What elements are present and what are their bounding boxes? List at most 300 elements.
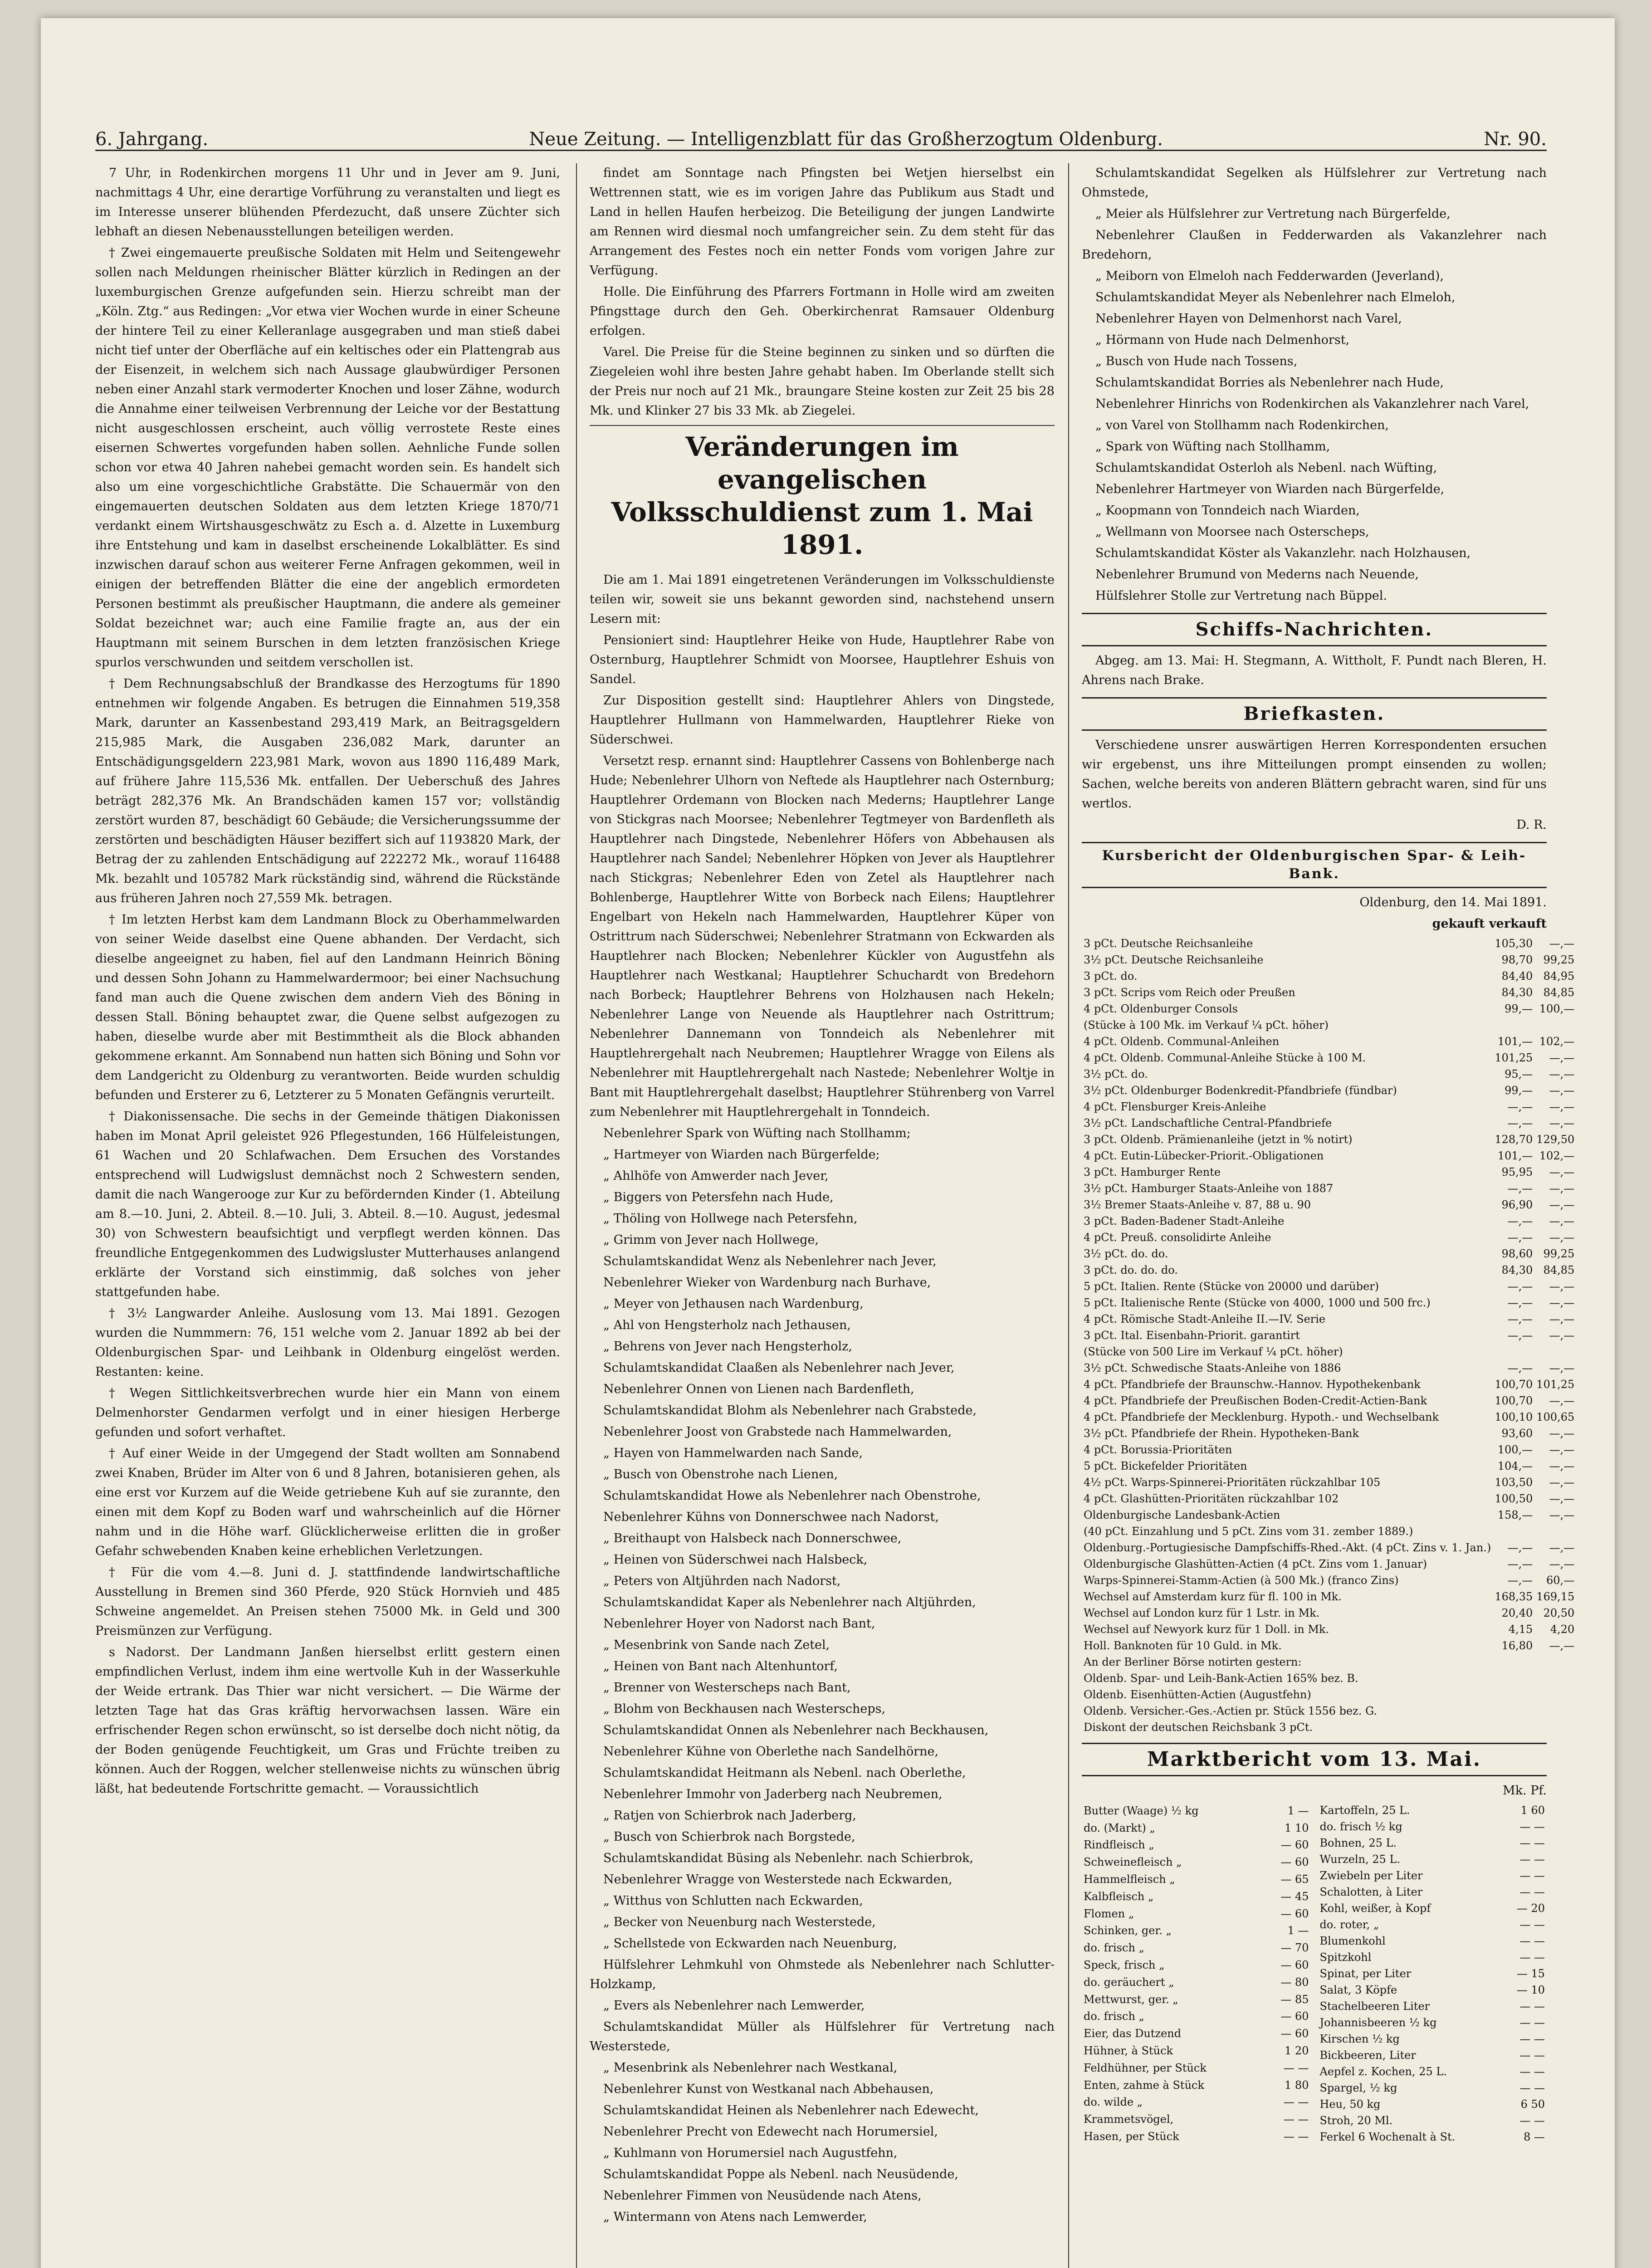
markt-row: [1318, 2047, 1547, 2063]
item-value: — 60: [1280, 2027, 1309, 2040]
item-label: Oldenburgische Landesbank-Actien: [1084, 1509, 1280, 1521]
news-paragraph: † Zwei eingemauerte preußische Soldaten mit Helm und Seitengewehr sollen nach Meldungen rheinischer Blätter kürzlich in Redingen an der luxemburgischen Grenze aufgefunden sein. Hierzu schreibt man der „Köln. Ztg.“ aus Redingen: „Vor etwa vier Wochen wurde in einer Scheune der hintere Teil zu einer Kelleranlage ausgegraben und man stieß dabei nicht tief unter der Oberfläche auf ein keltisches oder ein Plattengrab aus der Eisenzeit, in welchem sich nach Aussage glaubwürdiger Personen neben einer Anzahl stark vermoderter Knochen und loser Zähne, wodurch die Annahme einer teilweisen Verbrennung der Leiche vor der Bestattung nicht ausgeschlossen erscheint, auch völlig verrostete Reste eines eisernen Schwertes vorgefunden haben sollen. Aehnliche Funde sollen schon vor etwa 40 Jahren nahebei gemacht worden sein. Es handelt sich also um eine vorgeschichtliche Grabstätte. Die Schauermär von den eingemauerten deutschen Soldaten aus dem letzten Kriege 1870/71 verdankt einem Wirtshausgeschwätz zu Esch a. d. Alzette in Luxemburg ihre Entstehung und kam in daselbst erscheinende Lokalblätter. Es sind inzwischen darauf schon aus weiterer Ferne Anfragen gekommen, weil in einigen der betreffenden Blätter die eine der angeblich ermordeten Personen bestimmt als preußischer Hauptmann, die andere als gemeiner Soldat bezeichnet war; auch eine Familie fragte an, aus der ein Hauptmann mit seinem Burschen in dem letzten französischen Kriege spurlos verschwunden und seitdem verschollen ist.: [95, 246, 560, 670]
item-label: 3 pCt. Deutsche Reichsanleihe: [1084, 937, 1253, 950]
kurs-row: [1082, 1637, 1576, 1654]
item-value: —,—: [1549, 1313, 1575, 1325]
item-value: — 65: [1280, 1873, 1309, 1886]
item-label: 4½ pCt. Warps-Spinnerei-Prioritäten rückzahlbar 105: [1084, 1476, 1381, 1489]
item-value: 93,60: [1501, 1427, 1533, 1440]
news-paragraph: findet am Sonntage nach Pfingsten bei Wetjen hierselbst ein Wettrennen statt, wie es im vorigen Jahre das Publikum aus Stadt und Land in hellen Haufen herbeizog. Die Beteiligung der jungen Landwirte am Rennen wird diesmal noch umfangreicher sein. Zu dem steht für das Arrangement des Festes noch ein netter Fonds vom vorigen Jahre zur Verfügung.: [590, 166, 1055, 278]
item-value: —,—: [1507, 1117, 1533, 1129]
kurs-row: [1082, 1295, 1576, 1311]
issue-number: Nr. 90.: [1484, 129, 1547, 150]
appointment-entry: Nebenlehrer Claußen in Fedderwarden als Vakanzlehrer nach Bredehorn,: [1082, 228, 1547, 262]
appointment-entry: Versetzt resp. ernannt sind: Hauptlehrer Cassens von Bohlenberge nach Hude; Nebenlehrer Ulhorn von Neftede als Hauptlehrer nach Osternburg; Hauptlehrer Ordemann von Blocken nach Mederns; Hauptlehrer Lange von Stickgras nach Moorsee; Nebenlehrer Tegtmeyer von Bardenfleth als Hauptlehrer nach Dingstede, Nebenlehrer Höfers von Abbehausen als Hauptlehrer nach Sandel; Nebenlehrer Höpken von Jever als Hauptlehrer nach Stickgras; Nebenlehrer Eden von Zetel als Hauptlehrer nach Bohlenberge, Hauptlehrer Witte von Borbeck nach Eilens; Hauptlehrer Engelbart von Hekeln nach Hammelwarden, Hauptlehrer Küper von Ostrittrum nach Süderschwei; Nebenlehrer Stratmann von Eckwarden als Hauptlehrer nach Blocken; Nebenlehrer Kückler von Augustfehn als Hauptlehrer nach Westkanal; Hauptlehrer Schuchardt von Bredehorn nach Borbeck; Hauptlehrer Behrens von Holzhausen nach Hekeln; Nebenlehrer Lange von Neuende als Hauptlehrer nach Ostrittrum; Nebenlehrer Dannemann von Tonndeich als Nebenlehrer mit Hauptlehrergehalt nach Neubremen; Hauptlehrer Wragge von Eilens als Nebenlehrer mit Hauptlehrergehalt nach Nastede; Nebenlehrer Woltje in Bant mit Hauptlehrergehalt daselbst; Hauptlehrer Stührenberg von Varrel zum Nebenlehrer mit Hauptlehrergehalt in Tonndeich.: [590, 754, 1055, 1119]
item-value: 60,—: [1546, 1574, 1575, 1587]
appointment-entry: „ Biggers von Petersfehn nach Hude,: [603, 1190, 834, 1204]
kurs-table: [1082, 935, 1576, 1735]
item-label: 3 pCt. do.: [1084, 970, 1138, 982]
appointment-entry: Nebenlehrer Onnen von Lienen nach Bardenfleth,: [603, 1382, 914, 1396]
item-value: —,—: [1549, 1231, 1575, 1244]
item-value: [1493, 1654, 1534, 1670]
item-value: — —: [1519, 2033, 1545, 2045]
markt-row: [1082, 2025, 1311, 2042]
item-value: 1 10: [1285, 1821, 1309, 1834]
item-label: do. frisch „: [1084, 1941, 1144, 1955]
appointment-entry: Nebenlehrer Brumund von Mederns nach Neuende,: [1095, 567, 1419, 582]
item-value: [1534, 1670, 1576, 1686]
item-value: — —: [1283, 2113, 1309, 2126]
item-label: Zwiebeln per Liter: [1319, 1869, 1423, 1882]
appointment-entry: „ Schellstede von Eckwarden nach Neuenburg,: [603, 1936, 897, 1950]
item-value: —,—: [1549, 1427, 1575, 1440]
item-label: 5 pCt. Italienische Rente (Stücke von 4000, 1000 und 500 frc.): [1084, 1296, 1431, 1309]
kurs-row: [1082, 1180, 1576, 1197]
item-value: — —: [1519, 2114, 1545, 2127]
item-value: 99,—: [1504, 1084, 1533, 1097]
kurs-row: [1082, 952, 1576, 968]
appointment-entry: Schulamtskandidat Kaper als Nebenlehrer nach Altjührden,: [603, 1595, 976, 1609]
item-label: 3 pCt. Baden-Badener Stadt-Anleihe: [1084, 1215, 1285, 1227]
appointment-entry: Schulamtskandidat Wenz als Nebenlehrer nach Jever,: [603, 1254, 937, 1268]
item-label: Blumenkohl: [1319, 1935, 1386, 1947]
item-label: 3½ Bremer Staats-Anleihe v. 87, 88 u. 90: [1084, 1198, 1311, 1211]
markt-unit: Mk. Pf.: [1503, 1784, 1547, 1798]
item-value: 100,—: [1539, 1002, 1575, 1015]
item-value: [1493, 1017, 1534, 1033]
appointment-entry: Nebenlehrer Precht von Edewecht nach Horumersiel,: [603, 2125, 938, 2139]
item-label: 4 pCt. Oldenb. Communal-Anleihen: [1084, 1035, 1280, 1048]
appointment-entry: „ Thöling von Hollwege nach Petersfehn,: [603, 1212, 858, 1226]
column-2: [590, 163, 1055, 2268]
item-value: 20,40: [1501, 1607, 1533, 1619]
item-value: 98,60: [1501, 1247, 1533, 1260]
appointment-entry: „ Grimm von Jever nach Hollwege,: [603, 1233, 819, 1247]
item-value: 96,90: [1501, 1198, 1533, 1211]
item-label: Kirschen ½ kg: [1319, 2033, 1400, 2045]
item-label: do. frisch „: [1084, 2010, 1144, 2023]
markt-row: [1318, 2096, 1547, 2112]
item-value: 84,85: [1543, 986, 1575, 999]
item-value: —,—: [1507, 1100, 1533, 1113]
briefkasten-text: Verschiedene unsrer auswärtigen Herren Korrespondenten ersuchen wir ergebenst, uns ihre Mitteilungen prompt einsenden zu wollen; Sachen, welche bereits von anderen Blättern gebracht waren, sind für uns wertlos.: [1082, 738, 1547, 811]
appointment-entry: „ Ratjen von Schierbrok nach Jaderberg,: [603, 1809, 856, 1823]
item-label: Enten, zahme à Stück: [1084, 2078, 1205, 2092]
kurs-row: [1082, 1327, 1576, 1344]
markt-row: [1082, 2008, 1311, 2025]
markt-row: [1082, 1853, 1311, 1871]
item-value: 158,—: [1497, 1509, 1533, 1521]
item-value: — —: [1519, 1837, 1545, 1849]
kurs-row: [1082, 1670, 1576, 1686]
item-label: Salat, 3 Köpfe: [1319, 1984, 1397, 1996]
item-value: —,—: [1507, 1215, 1533, 1227]
appointment-entry: „ Brenner von Westerscheps nach Bant,: [603, 1681, 851, 1695]
item-label: Butter (Waage) ½ kg: [1084, 1804, 1199, 1817]
item-label: 3 pCt. Hamburger Rente: [1084, 1166, 1221, 1178]
item-label: Aepfel z. Kochen, 25 L.: [1319, 2065, 1447, 2078]
item-label: Schalotten, à Liter: [1319, 1886, 1423, 1898]
item-value: —,—: [1549, 1558, 1575, 1570]
item-value: — 70: [1280, 1941, 1309, 1955]
appointment-entry: „ Becker von Neuenburg nach Westerstede,: [603, 1915, 876, 1929]
item-label: An der Berliner Börse notirten gestern:: [1084, 1656, 1302, 1668]
item-label: 4 pCt. Oldenb. Communal-Anleihe Stücke à 100 M.: [1084, 1051, 1366, 1064]
item-label: Krammetsvögel,: [1084, 2113, 1174, 2126]
appointment-entry: Nebenlehrer Joost von Grabstede nach Hammelwarden,: [603, 1425, 952, 1439]
markt-row: [1318, 1884, 1547, 1900]
item-value: 98,70: [1501, 953, 1533, 966]
item-label: 3½ pCt. do.: [1084, 1068, 1148, 1080]
item-label: 3 pCt. Oldenb. Prämienanleihe (jetzt in % notirt): [1084, 1133, 1353, 1146]
item-value: [1493, 1719, 1534, 1735]
markt-row: [1318, 2080, 1547, 2096]
item-value: [1534, 1719, 1576, 1735]
markt-row: [1318, 2014, 1547, 2031]
item-value: 102,—: [1539, 1149, 1575, 1162]
appointment-entry: Nebenlehrer Hartmeyer von Wiarden nach Bürgerfelde,: [1095, 482, 1445, 496]
markt-row: [1318, 1818, 1547, 1835]
item-value: —,—: [1549, 1492, 1575, 1505]
item-label: Wechsel auf Amsterdam kurz für fl. 100 in Mk.: [1084, 1590, 1342, 1603]
markt-row: [1318, 1835, 1547, 1851]
appointment-entry: „ Meiborn von Elmeloh nach Fedderwarden (Jeverland),: [1095, 269, 1444, 283]
item-value: —,—: [1549, 1198, 1575, 1211]
item-value: — 10: [1516, 1984, 1545, 1996]
markt-row: [1082, 1837, 1311, 1854]
appointment-entry: Schulamtskandidat Blohm als Nebenlehrer nach Grabstede,: [603, 1403, 977, 1418]
appointment-entry: „ Meyer von Jethausen nach Wardenburg,: [603, 1297, 864, 1311]
item-value: — 60: [1280, 1838, 1309, 1852]
item-value: —,—: [1549, 1084, 1575, 1097]
item-value: 101,—: [1497, 1035, 1533, 1048]
appointment-entry: Schulamtskandidat Howe als Nebenlehrer nach Obenstrohe,: [603, 1489, 981, 1503]
kurs-row: [1082, 1229, 1576, 1246]
item-label: 4 pCt. Pfandbriefe der Braunschw.-Hannov. Hypothekenbank: [1084, 1378, 1421, 1391]
item-value: 95,—: [1504, 1068, 1533, 1080]
item-label: do. (Markt) „: [1084, 1821, 1155, 1834]
appointment-entry: „ Spark von Wüfting nach Stollhamm,: [1095, 440, 1330, 454]
item-value: 4,20: [1550, 1623, 1575, 1636]
appointment-entry: Schulamtskandidat Claaßen als Nebenlehrer nach Jever,: [603, 1361, 955, 1375]
item-label: 4 pCt. Pfandbriefe der Mecklenburg. Hypoth.- und Wechselbank: [1084, 1411, 1439, 1423]
item-value: —,—: [1549, 937, 1575, 950]
item-label: Hühner, à Stück: [1084, 2044, 1173, 2058]
appointment-entry: Die am 1. Mai 1891 eingetretenen Veränderungen im Volksschuldienste teilen wir, soweit sie uns bekannt geworden sind, nachstehend unsern Lesern mit:: [590, 573, 1055, 626]
item-value: 4,15: [1508, 1623, 1533, 1636]
item-label: Ferkel 6 Wochenalt à St.: [1319, 2131, 1456, 2143]
item-value: 20,50: [1543, 1607, 1575, 1619]
kurs-row: [1082, 1621, 1576, 1637]
item-label: Warps-Spinnerei-Stamm-Actien (à 500 Mk.) (franco Zins): [1084, 1574, 1399, 1587]
item-value: 16,80: [1501, 1639, 1533, 1652]
item-value: — 15: [1516, 1967, 1545, 1980]
kurs-row: [1082, 1425, 1576, 1442]
kurs-row: [1082, 1017, 1576, 1033]
item-label: Wechsel auf London kurz für 1 Lstr. in Mk.: [1084, 1607, 1320, 1619]
kurs-row: [1082, 1001, 1576, 1017]
item-label: do. roter, „: [1319, 1918, 1379, 1931]
appointment-entry: „ Koopmann von Tonndeich nach Wiarden,: [1095, 503, 1360, 518]
item-label: do. wilde „: [1084, 2096, 1143, 2109]
item-label: 4 pCt. Borussia-Prioritäten: [1084, 1443, 1232, 1456]
kurs-row: [1082, 1115, 1576, 1131]
item-value: — —: [1519, 2000, 1545, 2013]
item-label: 3½ pCt. Schwedische Staats-Anleihe von 1886: [1084, 1362, 1341, 1374]
kurs-row: [1082, 1278, 1576, 1295]
appointment-entry: Zur Disposition gestellt sind: Hauptlehrer Ahlers von Dingstede, Hauptlehrer Hullmann von Hammelwarden, Hauptlehrer Rieke von Süderschwei.: [590, 694, 1055, 747]
appointment-entry: Nebenlehrer Spark von Wüfting nach Stollhamm;: [603, 1126, 911, 1140]
kurs-row: [1082, 1311, 1576, 1327]
item-value: 1 60: [1520, 1804, 1545, 1817]
divider: [590, 425, 1055, 426]
item-value: 101,—: [1497, 1149, 1533, 1162]
item-value: — —: [1519, 2065, 1545, 2078]
item-label: (Stücke von 500 Lire im Verkauf ¼ pCt. höher): [1084, 1345, 1343, 1358]
kurs-row: [1082, 1033, 1576, 1050]
item-value: 84,95: [1543, 970, 1575, 982]
kurs-row: [1082, 1654, 1576, 1670]
appointment-entry: „ Witthus von Schlutten nach Eckwarden,: [603, 1894, 863, 1908]
appointment-entry: Nebenlehrer Hoyer von Nadorst nach Bant,: [603, 1617, 875, 1631]
item-value: 1 —: [1287, 1804, 1309, 1817]
item-value: 128,70: [1495, 1133, 1533, 1146]
item-label: Spinat, per Liter: [1319, 1967, 1412, 1980]
item-value: 84,30: [1501, 986, 1533, 999]
item-value: —,—: [1549, 1117, 1575, 1129]
item-label: Oldenburgische Glashütten-Actien (4 pCt. Zins vom 1. Januar): [1084, 1558, 1427, 1570]
appointment-entry: „ Busch von Schierbrok nach Borgstede,: [603, 1830, 855, 1844]
item-label: 3 pCt. Ital. Eisenbahn-Priorit. garantirt: [1084, 1329, 1300, 1342]
appointment-entry: Schulamtskandidat Onnen als Nebenlehrer nach Beckhausen,: [603, 1723, 989, 1737]
item-value: —,—: [1507, 1558, 1533, 1570]
markt-row: [1082, 2077, 1311, 2094]
markt-row: [1318, 1851, 1547, 1867]
item-value: [1534, 1654, 1576, 1670]
item-value: —,—: [1549, 1100, 1575, 1113]
item-label: Oldenburg.-Portugiesische Dampfschiffs-Rhed.-Akt. (4 pCt. Zins v. 1. Jan.): [1084, 1541, 1491, 1554]
appointment-entry: Nebenlehrer Kunst von Westkanal nach Abbehausen,: [603, 2082, 934, 2096]
appointment-entry: „ Hartmeyer von Wiarden nach Bürgerfelde;: [603, 1148, 880, 1162]
item-value: 169,15: [1536, 1590, 1575, 1603]
item-label: Wurzeln, 25 L.: [1319, 1853, 1401, 1866]
item-label: Oldenb. Versicher.-Ges.-Actien pr. Stück 1556 bez. G.: [1084, 1705, 1377, 1717]
item-value: —,—: [1549, 1280, 1575, 1293]
markt-row: [1082, 1991, 1311, 2008]
kurs-row: [1082, 1458, 1576, 1474]
item-value: 100,50: [1495, 1492, 1533, 1505]
markt-row: [1318, 1916, 1547, 1933]
item-value: —,—: [1507, 1231, 1533, 1244]
item-label: Schinken, ger. „: [1084, 1924, 1172, 1937]
item-label: 3 pCt. do. do. do.: [1084, 1264, 1178, 1276]
markt-row: [1082, 2094, 1311, 2111]
markt-row: [1082, 1819, 1311, 1837]
item-label: Bohnen, 25 L.: [1319, 1837, 1397, 1849]
kurs-row: [1082, 1082, 1576, 1099]
item-value: —,—: [1549, 1296, 1575, 1309]
item-label: 3½ pCt. Landschaftliche Central-Pfandbriefe: [1084, 1117, 1332, 1129]
masthead-title: Neue Zeitung. — Intelligenzblatt für das Großherzogtum Oldenburg.: [529, 129, 1163, 150]
item-value: 104,—: [1497, 1460, 1533, 1472]
item-value: — 45: [1280, 1890, 1309, 1903]
column-1: [95, 163, 560, 2268]
item-value: — 85: [1280, 1993, 1309, 2006]
item-value: — —: [1519, 2082, 1545, 2094]
appointment-entry: Nebenlehrer Kühne von Oberlethe nach Sandelhörne,: [603, 1745, 939, 1759]
kurs-row: [1082, 1376, 1576, 1393]
appointment-entry: Nebenlehrer Wieker von Wardenburg nach Burhave,: [603, 1276, 931, 1290]
markt-row: [1318, 1802, 1547, 1818]
item-value: —,—: [1549, 1329, 1575, 1342]
kurs-row: [1082, 1262, 1576, 1278]
item-value: —,—: [1549, 1476, 1575, 1489]
kurs-row: [1082, 1491, 1576, 1507]
markt-row: [1082, 1939, 1311, 1956]
kurs-row: [1082, 1442, 1576, 1458]
item-label: Wechsel auf Newyork kurz für 1 Doll. in Mk.: [1084, 1623, 1329, 1636]
item-value: — 60: [1280, 1959, 1309, 1972]
item-value: 99,—: [1504, 1002, 1533, 1015]
item-value: — —: [1283, 2061, 1309, 2074]
appointment-entry: Hülfslehrer Stolle zur Vertretung nach Büppel.: [1095, 589, 1387, 603]
page-header: [95, 109, 1547, 151]
item-label: Diskont der deutschen Reichsbank 3 pCt.: [1084, 1721, 1313, 1734]
item-label: Schweinefleisch „: [1084, 1856, 1182, 1869]
item-label: do. frisch ½ kg: [1319, 1820, 1402, 1833]
item-value: —,—: [1507, 1574, 1533, 1587]
item-label: Stachelbeeren Liter: [1319, 2000, 1430, 2013]
appointment-entry: „ Wintermann von Atens nach Lemwerder,: [603, 2210, 867, 2224]
item-value: [1534, 1703, 1576, 1719]
appointment-entry: „ Meier als Hülfslehrer zur Vertretung nach Bürgerfelde,: [1095, 207, 1451, 221]
item-value: [1534, 1017, 1576, 1033]
schiffs-title: Schiffs-Nachrichten.: [1082, 613, 1547, 646]
item-value: 1 —: [1287, 1924, 1309, 1937]
item-label: 5 pCt. Italien. Rente (Stücke von 20000 und darüber): [1084, 1280, 1379, 1293]
appointment-entry: Nebenlehrer Kühns von Donnerschwee nach Nadorst,: [603, 1510, 939, 1524]
item-value: 84,85: [1543, 1264, 1575, 1276]
item-label: 3½ pCt. do. do.: [1084, 1247, 1168, 1260]
appointment-entry: Schulamtskandidat Büsing als Nebenlehr. nach Schierbrok,: [603, 1851, 974, 1865]
news-paragraph: † Wegen Sittlichkeitsverbrechen wurde hier ein Mann von einem Delmenhorster Gendarmen verfolgt und in einer hiesigen Herberge gefunden und sofort verhaftet.: [95, 1386, 560, 1439]
appointment-entry: „ Hörmann von Hude nach Delmenhorst,: [1095, 333, 1350, 347]
kurs-row: [1082, 1131, 1576, 1148]
kurs-row: [1082, 1213, 1576, 1229]
item-label: 3 pCt. Scrips vom Reich oder Preußen: [1084, 986, 1295, 999]
item-value: 1 20: [1285, 2044, 1309, 2058]
item-value: [1534, 1686, 1576, 1703]
markt-row: [1318, 1867, 1547, 1884]
kurs-row: [1082, 1523, 1576, 1540]
markt-row: [1082, 1905, 1311, 1922]
kurs-row: [1082, 1099, 1576, 1115]
item-value: —,—: [1507, 1313, 1533, 1325]
kurs-row: [1082, 1050, 1576, 1066]
item-label: 3½ pCt. Hamburger Staats-Anleihe von 1887: [1084, 1182, 1334, 1195]
item-value: —,—: [1549, 1182, 1575, 1195]
item-value: —,—: [1549, 1068, 1575, 1080]
markt-row: [1318, 1998, 1547, 2014]
kurs-head: gekauft verkauft: [1432, 917, 1547, 931]
appointment-entry: „ Wellmann von Moorsee nach Osterscheps,: [1095, 525, 1369, 539]
item-label: Mettwurst, ger. „: [1084, 1993, 1178, 2006]
item-label: 3½ pCt. Oldenburger Bodenkredit-Pfandbriefe (fündbar): [1084, 1084, 1397, 1097]
item-value: — —: [1519, 1935, 1545, 1947]
markt-row: [1082, 1974, 1311, 1991]
item-value: —,—: [1549, 1362, 1575, 1374]
kurs-row: [1082, 1719, 1576, 1735]
news-paragraph: Varel. Die Preise für die Steine beginnen zu sinken und so dürften die Ziegeleien wohl ihre besten Jahre gehabt haben. Im Oberlande stellt sich der Preis nur noch auf 21 Mk., braungare Steine kosten zur Zeit 25 bis 28 Mk. und Klinker 27 bis 33 Mk. ab Ziegelei.: [590, 345, 1055, 418]
item-value: — —: [1519, 1853, 1545, 1866]
appointment-entry: Schulamtskandidat Osterloh als Nebenl. nach Wüfting,: [1095, 461, 1437, 475]
item-value: —,—: [1549, 1215, 1575, 1227]
appointment-entry: „ Mesenbrink von Sande nach Zetel,: [603, 1638, 830, 1652]
item-label: Flomen „: [1084, 1907, 1134, 1920]
appointment-entry: Schulamtskandidat Heinen als Nebenlehrer nach Edewecht,: [603, 2103, 979, 2117]
item-value: 100,10: [1495, 1411, 1533, 1423]
column-3: [1082, 163, 1575, 2268]
schiffs-text: Abgeg. am 13. Mai: H. Stegmann, A. Wittholt, F. Pundt nach Bleren, H. Ahrens nach Brake.: [1082, 654, 1547, 687]
item-value: — 60: [1280, 1856, 1309, 1869]
item-label: Holl. Banknoten für 10 Guld. in Mk.: [1084, 1639, 1282, 1652]
kurs-row: [1082, 1393, 1576, 1409]
item-value: [1493, 1703, 1534, 1719]
item-value: 100,70: [1495, 1378, 1533, 1391]
item-value: 100,—: [1497, 1443, 1533, 1456]
column-divider: [576, 163, 577, 2268]
markt-row: [1082, 1922, 1311, 1940]
markt-row: [1318, 1933, 1547, 1949]
appointment-entry: Schulamtskandidat Köster als Vakanzlehr. nach Holzhausen,: [1095, 546, 1471, 560]
item-value: 101,25: [1495, 1051, 1533, 1064]
item-label: (Stücke à 100 Mk. im Verkauf ¼ pCt. höher): [1084, 1019, 1329, 1031]
kurs-row: [1082, 1148, 1576, 1164]
newspaper-page: [41, 18, 1615, 2268]
kurs-row: [1082, 1066, 1576, 1082]
item-value: 99,25: [1543, 1247, 1575, 1260]
markt-row: [1082, 1802, 1311, 1819]
kurs-row: [1082, 1556, 1576, 1572]
appointment-entry: „ Hayen von Hammelwarden nach Sande,: [603, 1446, 863, 1460]
kurs-row: [1082, 1703, 1576, 1719]
item-value: — 60: [1280, 2010, 1309, 2023]
appointment-entry: „ Kuhlmann von Horumersiel nach Augustfehn,: [603, 2146, 898, 2160]
item-label: Johannisbeeren ½ kg: [1319, 2016, 1437, 2029]
item-value: [1493, 1686, 1534, 1703]
item-value: —,—: [1507, 1362, 1533, 1374]
markt-row: [1082, 2042, 1311, 2059]
item-label: 3½ pCt. Pfandbriefe der Rhein. Hypotheken-Bank: [1084, 1427, 1359, 1440]
item-value: 95,95: [1501, 1166, 1533, 1178]
item-value: 8 —: [1524, 2131, 1545, 2143]
appointment-entry: „ von Varel von Stollhamm nach Rodenkirchen,: [1095, 418, 1389, 432]
item-value: [1534, 1523, 1576, 1540]
appointment-entry: „ Ahlhöfe von Amwerder nach Jever,: [603, 1169, 829, 1183]
markt-row: [1318, 1949, 1547, 1965]
kurs-row: [1082, 1474, 1576, 1491]
appointment-entry: „ Busch von Obenstrohe nach Lienen,: [603, 1467, 838, 1481]
kurs-row: [1082, 1507, 1576, 1523]
item-label: Speck, frisch „: [1084, 1959, 1165, 1972]
item-value: — —: [1519, 2049, 1545, 2062]
item-value: [1493, 1670, 1534, 1686]
kurs-row: [1082, 1164, 1576, 1180]
item-label: (40 pCt. Einzahlung und 5 pCt. Zins vom 31. zember 1889.): [1084, 1525, 1413, 1538]
kurs-row: [1082, 1686, 1576, 1703]
item-label: Eier, das Dutzend: [1084, 2027, 1182, 2040]
kurs-row: [1082, 1344, 1576, 1360]
